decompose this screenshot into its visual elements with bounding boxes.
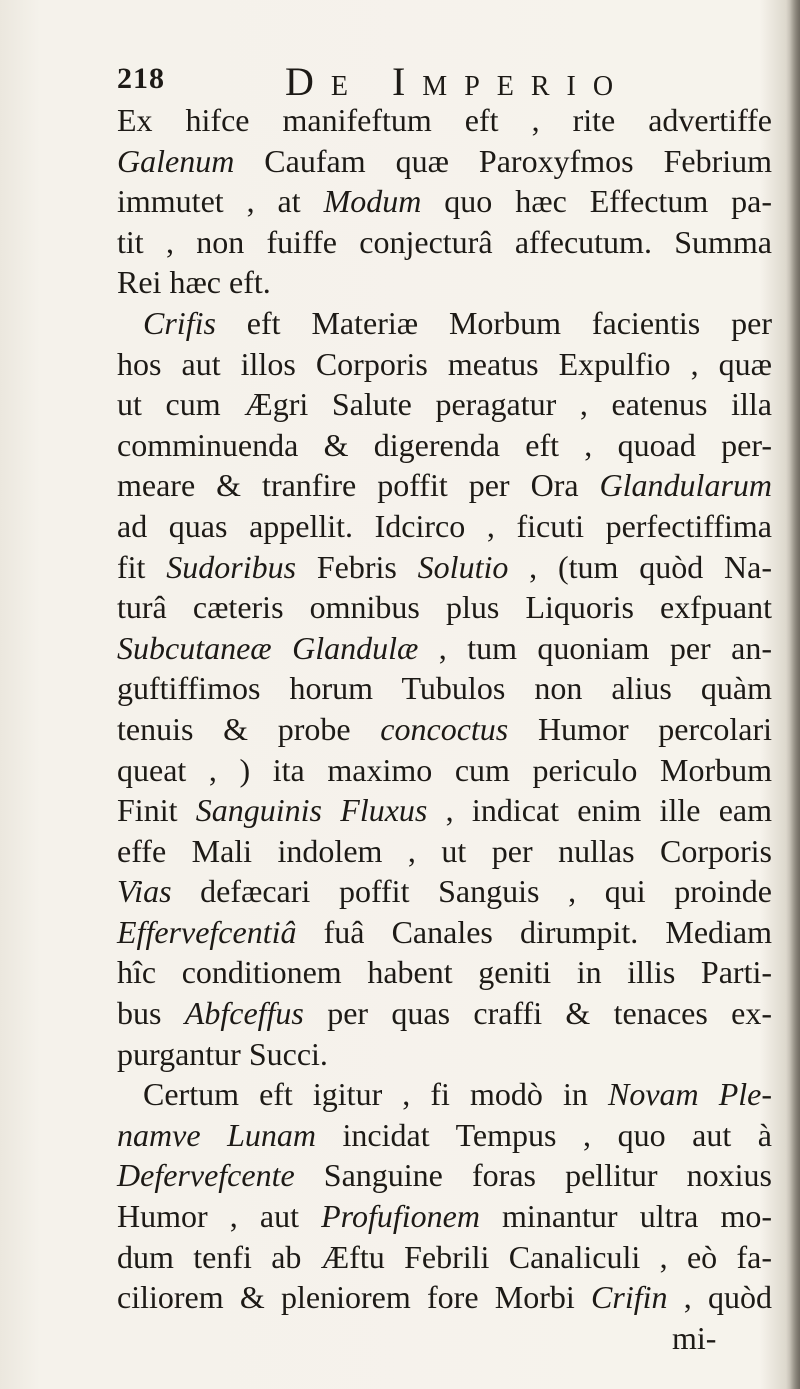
text-run: hos aut illos Corporis meatus Expulfio , quæ [117, 345, 772, 382]
text-line [117, 262, 772, 303]
italic-term: Effervefcentiâ [117, 913, 297, 950]
text-run: hîc conditionem habent geniti in illis Parti- [117, 954, 772, 991]
text-line [117, 831, 772, 872]
text-line [117, 871, 772, 912]
text-run: bus [117, 995, 185, 1032]
italic-term: namve Lunam [117, 1116, 316, 1153]
text-line [117, 912, 772, 953]
text-run: queat , ) ita maximo cum periculo Morbum [117, 751, 772, 788]
text-run: comminuenda & digerenda eft , quoad per- [117, 426, 772, 463]
text-line [117, 952, 772, 993]
italic-term: Novam Ple- [607, 1076, 773, 1113]
italic-term: Glandularum [599, 467, 772, 504]
text-line [117, 465, 772, 506]
body-text [117, 100, 772, 1358]
text-run: Febris [296, 548, 418, 585]
text-run: quo hæc Effectum pa- [421, 183, 773, 220]
text-line [117, 303, 772, 344]
text-line [117, 750, 772, 791]
italic-term: Sanguinis Fluxus [195, 792, 428, 829]
text-line [117, 425, 772, 466]
text-line [117, 790, 772, 831]
text-run: Caufam quæ Paroxyfmos Febrium [234, 142, 772, 179]
text-line [117, 1277, 772, 1318]
text-run: defæcari poffit Sanguis , qui proinde [171, 873, 772, 910]
italic-term: Sudoribus [166, 548, 297, 585]
italic-term: Abfceffus [184, 995, 304, 1032]
text-line [117, 1318, 772, 1359]
text-run: effe Mali indolem , ut per nullas Corporis [117, 832, 772, 869]
text-line [117, 1074, 772, 1115]
italic-term: Profufionem [321, 1198, 480, 1235]
italic-term: Solutio [417, 548, 509, 585]
text-line [117, 1237, 772, 1278]
text-run: Humor , aut [117, 1198, 322, 1235]
text-line [117, 181, 772, 222]
page-number: 218 [117, 62, 165, 95]
italic-term: concoctus [380, 710, 509, 747]
text-line [117, 141, 772, 182]
text-run: guftiffimos horum Tubulos non alius quàm [117, 670, 772, 707]
text-line [117, 1034, 772, 1075]
text-line [117, 100, 772, 141]
text-line [117, 587, 772, 628]
text-line [117, 222, 772, 263]
text-run: per quas craffi & tenaces ex- [303, 995, 773, 1032]
text-run: dum tenfi ab Æftu Febrili Canaliculi , eò fa- [117, 1238, 772, 1275]
text-run: Certum eft igitur , fi modò in [143, 1076, 608, 1113]
text-line [117, 709, 772, 750]
italic-term: Vias [117, 873, 172, 910]
text-run: mi- [672, 1319, 717, 1356]
text-line [117, 1115, 772, 1156]
text-run: Ex hifce manifeftum eft , rite advertiffe [117, 102, 772, 138]
page-edge-shadow [786, 0, 800, 1389]
text-line [117, 1155, 772, 1196]
italic-term: Subcutaneæ Glandulæ [117, 629, 419, 666]
text-run: meare & tranfire poffit per Ora [117, 467, 600, 504]
text-run: ut cum Ægri Salute peragatur , eatenus illa [117, 386, 772, 423]
text-run: , tum quoniam per an- [418, 629, 773, 666]
text-run: immutet , at [117, 183, 324, 220]
text-run: purgantur Succi. [117, 1035, 328, 1072]
text-line [117, 506, 772, 547]
text-line [117, 384, 772, 425]
text-line [117, 547, 772, 588]
text-run: fit [117, 548, 167, 585]
italic-term: Crifis [143, 304, 216, 341]
running-title: De Imperio [285, 59, 631, 104]
text-line [117, 344, 772, 385]
text-run: incidat Tempus , quo aut à [315, 1116, 773, 1153]
text-run: fuâ Canales dirumpit. Mediam [296, 913, 772, 950]
italic-term: Galenum [117, 142, 235, 179]
text-line [117, 668, 772, 709]
italic-term: Defervefcente [117, 1157, 295, 1194]
text-run: Rei hæc eft. [117, 264, 271, 301]
text-run: Humor percolari [508, 710, 773, 747]
page-header [117, 59, 677, 104]
text-run: tit , non fuiffe conjecturâ affecutum. Summa [117, 223, 772, 260]
text-line [117, 628, 772, 669]
text-run: tenuis & probe [117, 710, 381, 747]
text-run: , indicat enim ille eam [427, 792, 772, 829]
text-run: ad quas appellit. Idcirco , ficuti perfectiffima [117, 507, 772, 544]
text-run: minantur ultra mo- [479, 1198, 773, 1235]
text-line [117, 1196, 772, 1237]
italic-term: Modum [323, 183, 422, 220]
text-run: ciliorem & pleniorem fore Morbi [117, 1279, 592, 1316]
text-run: Sanguine foras pellitur noxius [294, 1157, 772, 1194]
text-run: Finit [117, 792, 196, 829]
text-line [117, 993, 772, 1034]
italic-term: Crifin [591, 1279, 668, 1316]
text-run: , (tum quòd Na- [508, 548, 772, 585]
text-run: , quòd [667, 1279, 773, 1316]
text-run: turâ cæteris omnibus plus Liquoris exfpuant [117, 589, 772, 626]
text-run: eft Materiæ Morbum facientis per [215, 304, 772, 341]
